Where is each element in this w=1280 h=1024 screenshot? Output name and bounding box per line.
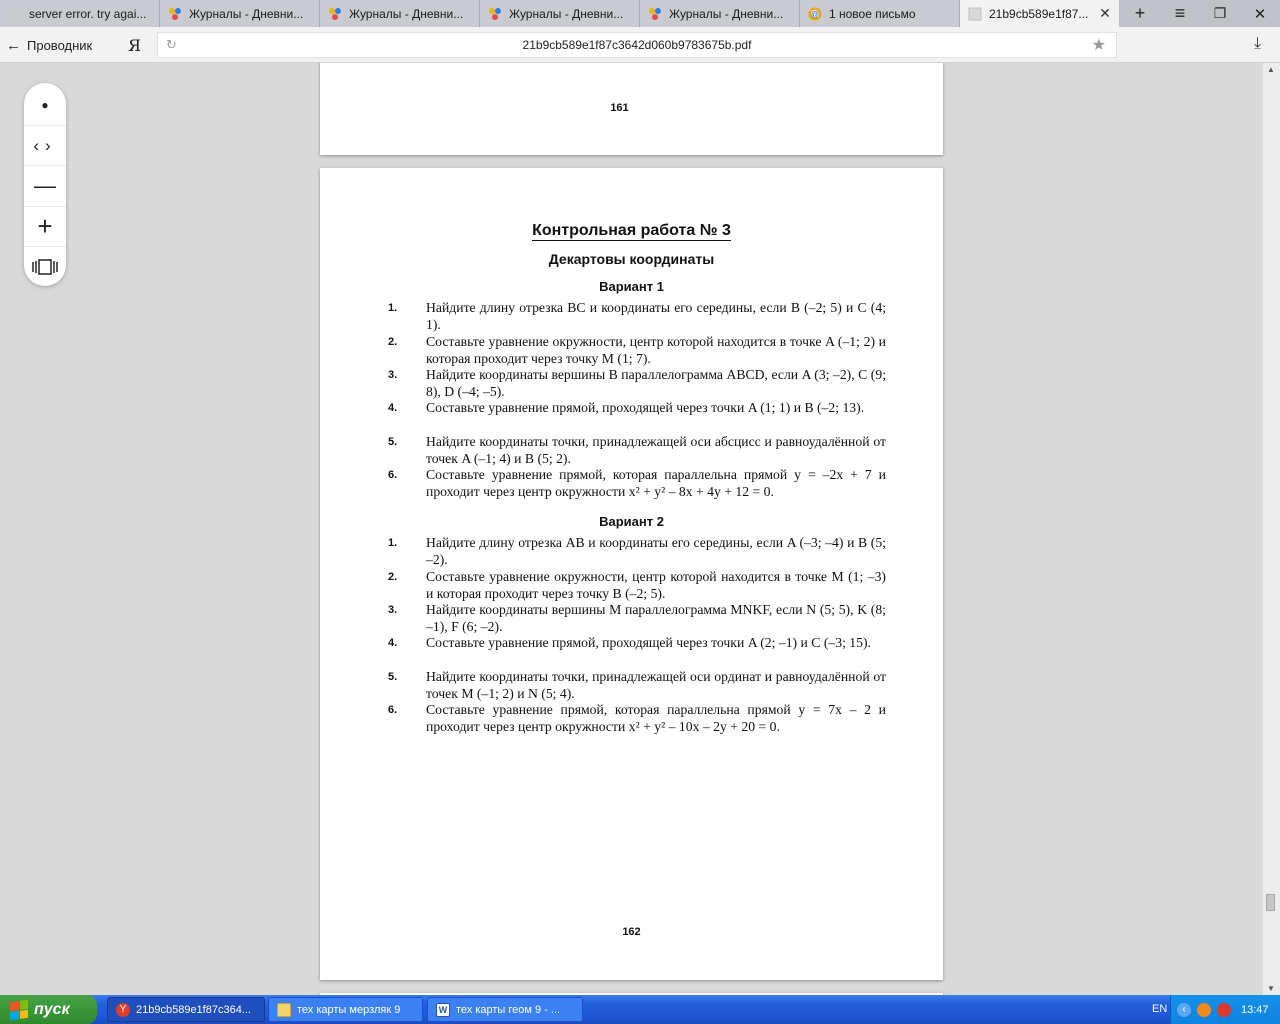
scroll-up-icon[interactable]: ▲ [1267,65,1275,74]
task-item: 4. Составьте уравнение прямой, проходящей через точки A (1; 1) и B (–2; 13). [388,400,865,415]
tab-label: Журналы - Дневни... [349,6,464,21]
mail-icon [807,6,822,21]
taskbar-item-label: тех карты мерзляк 9 [297,1003,401,1016]
dnevnik-icon [487,6,502,21]
tray-status-icon[interactable] [1217,1003,1231,1017]
tray-expand-icon[interactable]: ‹ [1177,1003,1191,1017]
task-item: 1. Найдите длину отрезка AB и координаты его середины, если A (–3; –4) и B (5; –2). [388,535,886,567]
reload-icon[interactable]: ↻ [166,37,177,52]
start-label: пуск [34,1000,70,1018]
tab-mail[interactable] [800,0,960,27]
system-tray [1170,995,1280,1024]
word-icon: W [436,1003,450,1017]
tab-dnevnik-4[interactable] [640,0,800,27]
minus-icon: — [34,172,56,198]
tab-label: Журналы - Дневни... [509,6,624,21]
yandex-browser-icon: Y [116,1003,130,1017]
page-nav-button[interactable] [24,125,66,165]
task-item: 5. Найдите координаты точки, принадлежащей оси абсцисс и равноудалённой от точек A (–1; 4) и B (5; 2). [388,434,886,466]
yandex-icon: Я [10,6,19,21]
tab-dnevnik-3[interactable] [480,0,640,27]
address-bar [0,27,1280,63]
tab-label: 1 новое письмо [829,6,916,21]
tab-controls [1120,0,1280,27]
restore-window-icon[interactable]: ❐ [1213,5,1227,21]
tab-label: Журналы - Дневни... [669,6,784,21]
prev-next-icon: ‹› [33,135,57,155]
taskbar-item-word[interactable] [427,997,583,1022]
scrollbar-thumb[interactable] [1266,894,1275,911]
tab-dnevnik-2[interactable] [320,0,480,27]
close-window-icon[interactable]: ✕ [1253,5,1267,23]
task-item: 1. Найдите длину отрезка BC и координаты его середины, если B (–2; 5) и C (4; 1). [388,300,886,332]
taskbar [0,995,1280,1024]
menu-icon[interactable]: ≡ [1174,3,1186,23]
task-item: 4. Составьте уравнение прямой, проходящей через точки A (2; –1) и C (–3; 15). [388,635,871,650]
dnevnik-icon [167,6,182,21]
tray-app-icon[interactable] [1197,1003,1211,1017]
zoom-out-button[interactable] [24,165,66,205]
fit-page-button[interactable] [24,246,66,286]
test-subtitle: Декартовы координаты [548,251,715,267]
tab-label: Журналы - Дневни... [189,6,304,21]
svg-text:@: @ [810,9,819,19]
taskbar-item-browser[interactable] [107,997,265,1022]
back-button[interactable] [6,37,92,54]
language-indicator[interactable]: EN [1152,1003,1168,1015]
viewer-toolbox [24,83,66,286]
start-button[interactable] [0,995,97,1024]
task-item: 3. Найдите координаты вершины M параллелограмма MNKF, если N (5; 5), K (8; –1), F (6; –2). [388,602,886,634]
taskbar-item-label: тех карты геом 9 - ... [456,1003,561,1016]
tab-label: 21b9cb589e1f87... [989,6,1089,21]
fit-page-icon [31,259,59,275]
clock[interactable]: 13:47 [1241,1003,1269,1016]
url-field[interactable] [157,32,1117,58]
task-item: 5. Найдите координаты точки, принадлежащей оси ординат и равноудалённой от точек M (–1; 2) и N (5; 4). [388,669,886,701]
plus-icon: + [37,211,53,241]
yandex-button[interactable]: Я [128,36,141,55]
bookmark-star-icon[interactable]: ★ [1091,37,1106,54]
dot-icon: ● [41,98,49,112]
back-label: Проводник [27,38,93,53]
pointer-tool-button[interactable] [24,85,66,125]
taskbar-item-label: 21b9cb589e1f87c364... [136,1003,251,1016]
zoom-in-button[interactable] [24,206,66,246]
windows-logo-icon [10,999,28,1020]
tab-dnevnik-1[interactable] [160,0,320,27]
tab-pdf[interactable] [960,0,1120,27]
dnevnik-icon [327,6,342,21]
task-item: 2. Составьте уравнение окружности, центр которой находится в точке M (1; –3) и которая проходит через точку B (–2; 5). [388,569,886,601]
task-item: 2. Составьте уравнение окружности, центр которой находится в точке A (–1; 2) и которая проходит через точку M (1; 7). [388,334,886,366]
taskbar-item-folder[interactable] [268,997,423,1022]
pdf-page-162 [320,168,943,980]
vertical-scrollbar[interactable] [1263,63,1280,995]
pdf-page-161 [320,63,943,155]
close-tab-icon[interactable]: ✕ [1099,5,1111,21]
tab-strip [0,0,1280,27]
pdf-viewer [0,63,1280,995]
variant-heading: Вариант 2 [599,514,664,529]
dnevnik-icon [647,6,662,21]
download-icon[interactable]: ⤓ [1254,35,1262,52]
page-number: 161 [610,102,629,114]
back-arrow-icon: ← [6,37,21,54]
task-item: 6. Составьте уравнение прямой, которая параллельна прямой y = 7x – 2 и проходит через центр окружности x² + y² – 10x – 2y + 20 = 0. [388,702,886,734]
tab-label: server error. try agai... [29,6,147,21]
tab-server-error[interactable] [0,0,160,27]
variant-heading: Вариант 1 [599,279,664,294]
pdf-icon [967,6,982,21]
folder-icon [277,1003,291,1017]
url-text: 21b9cb589e1f87c3642d060b9783675b.pdf [522,38,752,52]
task-item: 3. Найдите координаты вершины B параллелограмма ABCD, если A (3; –2), C (9; 8), D (–4; –5). [388,367,886,399]
test-title: Контрольная работа № 3 [532,222,731,239]
new-tab-icon[interactable]: + [1134,3,1146,23]
page-number: 162 [622,926,641,938]
task-item: 6. Составьте уравнение прямой, которая параллельна прямой y = –2x + 7 и проходит через центр окружности x² + y² – 8x + 4y + 12 = 0. [388,467,886,499]
scroll-down-icon[interactable]: ▼ [1267,984,1275,993]
